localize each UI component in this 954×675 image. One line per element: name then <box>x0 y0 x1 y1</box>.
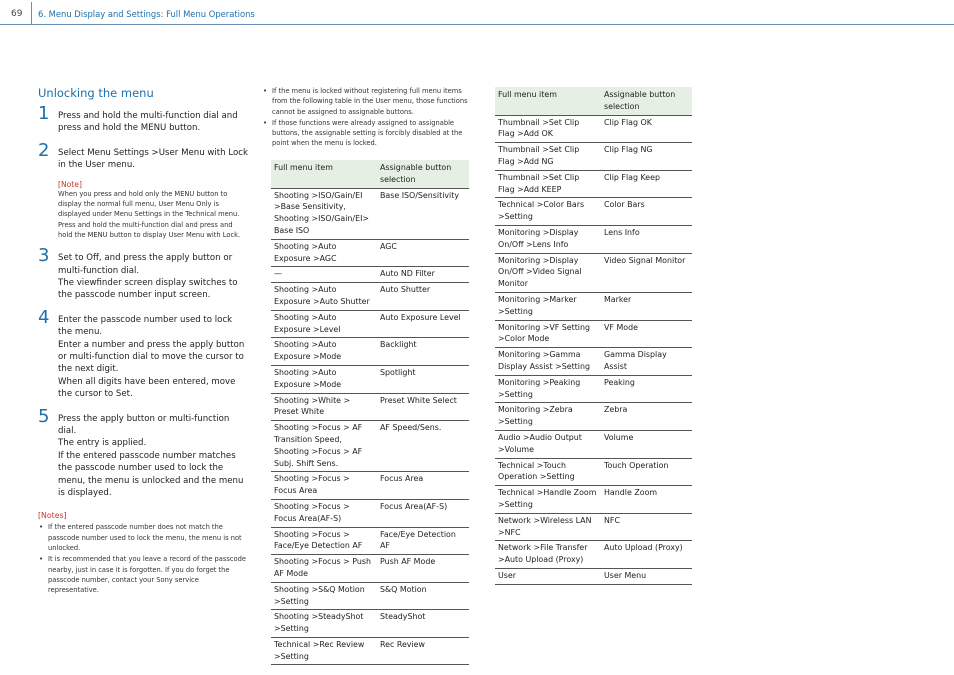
step-2 <box>38 139 248 240</box>
cell-full-menu-item: Shooting >Focus > Face/Eye Detection AF <box>271 527 377 555</box>
cell-assignable-button: S&Q Motion <box>377 582 469 610</box>
cell-assignable-button: Auto ND Filter <box>377 267 469 283</box>
instructions-column <box>38 86 248 597</box>
cell-assignable-button: Focus Area <box>377 472 469 500</box>
chapter-title: 6. Menu Display and Settings: Full Menu Operations <box>38 9 255 19</box>
cell-assignable-button: Video Signal Monitor <box>601 253 692 292</box>
step-text <box>58 110 248 135</box>
cell-full-menu-item: Monitoring >Zebra >Setting <box>495 403 601 431</box>
table-row <box>495 225 692 253</box>
cell-full-menu-item: Network >File Transfer >Auto Upload (Proxy) <box>495 541 601 569</box>
table-row <box>495 320 692 348</box>
table-row <box>495 198 692 226</box>
cell-full-menu-item: Thumbnail >Set Clip Flag >Add OK <box>495 115 601 143</box>
cell-assignable-button: VF Mode <box>601 320 692 348</box>
step-3 <box>38 245 248 302</box>
cell-assignable-button: Base ISO/Sensitivity <box>377 188 469 239</box>
cell-full-menu-item: Technical >Handle Zoom >Setting <box>495 486 601 514</box>
table-row <box>271 421 469 472</box>
cell-full-menu-item: Shooting >Focus > Focus Area <box>271 472 377 500</box>
notes-item: • If the entered passcode number does not match the passcode number used to lock the menu, the menu is not unlocked. <box>48 522 248 553</box>
cell-full-menu-item: Shooting >Auto Exposure >Mode <box>271 338 377 366</box>
cell-assignable-button: Auto Shutter <box>377 283 469 311</box>
table-row <box>271 267 469 283</box>
cell-assignable-button: Peaking <box>601 375 692 403</box>
cell-assignable-button: Spotlight <box>377 365 469 393</box>
cell-full-menu-item: Shooting >Auto Exposure >Auto Shutter <box>271 283 377 311</box>
table-row <box>495 375 692 403</box>
cell-full-menu-item: Network >Wireless LAN >NFC <box>495 513 601 541</box>
table-row <box>495 292 692 320</box>
bullets-column <box>262 86 472 150</box>
table-row <box>495 348 692 376</box>
step-line: If the entered passcode number matches the passcode number used to lock the menu, the menu is unlocked and the menu is displayed. <box>58 450 244 499</box>
cell-full-menu-item: Shooting >Auto Exposure >Level <box>271 310 377 338</box>
cell-assignable-button: Marker <box>601 292 692 320</box>
cell-full-menu-item: Shooting >S&Q Motion >Setting <box>271 582 377 610</box>
cell-assignable-button: AF Speed/Sens. <box>377 421 469 472</box>
cell-full-menu-item: User <box>495 568 601 584</box>
cell-full-menu-item: Monitoring >VF Setting >Color Mode <box>495 320 601 348</box>
cell-full-menu-item: Technical >Touch Operation >Setting <box>495 458 601 486</box>
step-note <box>58 180 248 240</box>
step-line: The viewfinder screen display switches to the passcode number input screen. <box>58 277 238 301</box>
cell-assignable-button: Clip Flag NG <box>601 143 692 171</box>
column-header-assignable-button: Assignable button selection <box>377 160 469 188</box>
step-line: Enter a number and press the apply button or multi-function dial to move the cursor to the next digit. <box>58 339 245 375</box>
cell-full-menu-item: Monitoring >Display On/Off >Lens Info <box>495 225 601 253</box>
table-row <box>271 527 469 555</box>
table-row <box>271 472 469 500</box>
step-text <box>58 413 248 500</box>
cell-assignable-button: Handle Zoom <box>601 486 692 514</box>
table-row <box>271 365 469 393</box>
cell-assignable-button: Color Bars <box>601 198 692 226</box>
table-row <box>495 170 692 198</box>
header-divider <box>31 2 32 24</box>
table-row <box>495 458 692 486</box>
table-row <box>495 143 692 171</box>
cell-full-menu-item: Shooting >White > Preset White <box>271 393 377 421</box>
cell-assignable-button: NFC <box>601 513 692 541</box>
cell-assignable-button: Auto Exposure Level <box>377 310 469 338</box>
page-header <box>0 0 954 25</box>
cell-full-menu-item: Technical >Color Bars >Setting <box>495 198 601 226</box>
table-row <box>271 283 469 311</box>
table-row <box>495 513 692 541</box>
step-number: 3 <box>38 245 50 267</box>
cell-assignable-button: Focus Area(AF-S) <box>377 499 469 527</box>
cell-full-menu-item: Shooting >SteadyShot >Setting <box>271 610 377 638</box>
cell-assignable-button: Gamma Display Assist <box>601 348 692 376</box>
step-text <box>58 252 248 302</box>
cell-assignable-button: Touch Operation <box>601 458 692 486</box>
cell-assignable-button: Rec Review <box>377 637 469 665</box>
cell-assignable-button: Clip Flag OK <box>601 115 692 143</box>
column-header-full-menu-item: Full menu item <box>495 87 601 115</box>
notes-item: • It is recommended that you leave a record of the passcode nearby, just in case it is forgotten. If you do forget the passcode number, contact your Sony service representative. <box>48 554 248 595</box>
step-line: The entry is applied. <box>58 438 147 449</box>
cell-assignable-button: Backlight <box>377 338 469 366</box>
step-line: Set to Off, and press the apply button or multi-function dial. <box>58 253 233 276</box>
notes-list <box>38 522 248 595</box>
table-header-row <box>271 160 469 188</box>
cell-full-menu-item: Shooting >Focus > Focus Area(AF-S) <box>271 499 377 527</box>
cell-full-menu-item: Monitoring >Peaking >Setting <box>495 375 601 403</box>
step-number: 5 <box>38 405 50 427</box>
table-row <box>271 610 469 638</box>
cell-full-menu-item: Shooting >Auto Exposure >AGC <box>271 239 377 267</box>
cell-assignable-button: Volume <box>601 430 692 458</box>
cell-full-menu-item: Shooting >Focus > AF Transition Speed, Shooting >Focus > AF Subj. Shift Sens. <box>271 421 377 472</box>
note-label: [Note] <box>58 179 82 189</box>
cell-assignable-button: SteadyShot <box>377 610 469 638</box>
notes-block <box>38 511 248 595</box>
step-4 <box>38 306 248 401</box>
table-row <box>271 582 469 610</box>
table-row <box>271 555 469 583</box>
cell-assignable-button: Lens Info <box>601 225 692 253</box>
step-5 <box>38 405 248 500</box>
table-row <box>495 403 692 431</box>
table-row <box>495 430 692 458</box>
table-row <box>271 239 469 267</box>
cell-full-menu-item: Technical >Rec Review >Setting <box>271 637 377 665</box>
note-text: When you press and hold only the MENU button to display the normal full menu, User Menu Only is displayed under Menu Settings in the Technical menu. Press and hold the multi-function dial and press and hold the MENU button to display User Menu with Lock. <box>58 189 241 239</box>
page-number: 69 <box>11 9 23 19</box>
cell-full-menu-item: Monitoring >Marker >Setting <box>495 292 601 320</box>
table-row <box>495 568 692 584</box>
table-body <box>271 188 469 665</box>
cell-full-menu-item: Shooting >Auto Exposure >Mode <box>271 365 377 393</box>
column-header-full-menu-item: Full menu item <box>271 160 377 188</box>
cell-full-menu-item: Audio >Audio Output >Volume <box>495 430 601 458</box>
info-list <box>262 86 472 149</box>
column-header-assignable-button: Assignable button selection <box>601 87 692 115</box>
info-item: • If those functions were already assigned to assignable buttons, the assignable setting is forcibly disabled at the point when the menu is locked. <box>272 118 472 149</box>
notes-label: [Notes] <box>38 511 67 521</box>
table-body <box>495 115 692 584</box>
step-number: 4 <box>38 306 50 328</box>
table-row <box>271 499 469 527</box>
cell-assignable-button: User Menu <box>601 568 692 584</box>
table-row <box>495 541 692 569</box>
step-line: Press the apply button or multi-function dial. <box>58 413 230 436</box>
step-number: 1 <box>38 103 50 124</box>
step-line: Enter the passcode number used to lock the menu. <box>58 314 233 338</box>
step-line: When all digits have been entered, move the cursor to Set. <box>58 376 236 400</box>
table-row <box>271 188 469 239</box>
cell-full-menu-item: Thumbnail >Set Clip Flag >Add KEEP <box>495 170 601 198</box>
cell-assignable-button: AGC <box>377 239 469 267</box>
table-row <box>271 393 469 421</box>
cell-assignable-button: Clip Flag Keep <box>601 170 692 198</box>
cell-assignable-button: Push AF Mode <box>377 555 469 583</box>
table-row <box>495 115 692 143</box>
cell-full-menu-item: Monitoring >Display On/Off >Video Signal Monitor <box>495 253 601 292</box>
cell-full-menu-item: — <box>271 267 377 283</box>
assignable-table-1 <box>271 160 469 665</box>
cell-full-menu-item: Thumbnail >Set Clip Flag >Add NG <box>495 143 601 171</box>
cell-full-menu-item: Monitoring >Gamma Display Assist >Setting <box>495 348 601 376</box>
step-line: Select Menu Settings >User Menu with Lock in the User menu. <box>58 147 248 171</box>
table-header-row <box>495 87 692 115</box>
step-line: Press and hold the multi-function dial and press and hold the MENU button. <box>58 111 238 134</box>
cell-assignable-button: Face/Eye Detection AF <box>377 527 469 555</box>
table-row <box>271 637 469 665</box>
cell-full-menu-item: Shooting >ISO/Gain/EI >Base Sensitivity, Shooting >ISO/Gain/EI> Base ISO <box>271 188 377 239</box>
cell-assignable-button: Zebra <box>601 403 692 431</box>
step-text <box>58 314 248 401</box>
step-text <box>58 147 248 172</box>
table-row <box>495 253 692 292</box>
cell-assignable-button: Preset White Select <box>377 393 469 421</box>
cell-assignable-button: Auto Upload (Proxy) <box>601 541 692 569</box>
table-row <box>271 310 469 338</box>
step-number: 2 <box>38 139 50 161</box>
cell-full-menu-item: Shooting >Focus > Push AF Mode <box>271 555 377 583</box>
assignable-table-2 <box>495 87 692 585</box>
section-title: Unlocking the menu <box>38 86 154 100</box>
table-row <box>271 338 469 366</box>
table-row <box>495 486 692 514</box>
step-1 <box>38 103 248 135</box>
info-item: • If the menu is locked without registering full menu items from the following table in the User menu, those functions cannot be assigned to assignable buttons. <box>272 86 472 117</box>
